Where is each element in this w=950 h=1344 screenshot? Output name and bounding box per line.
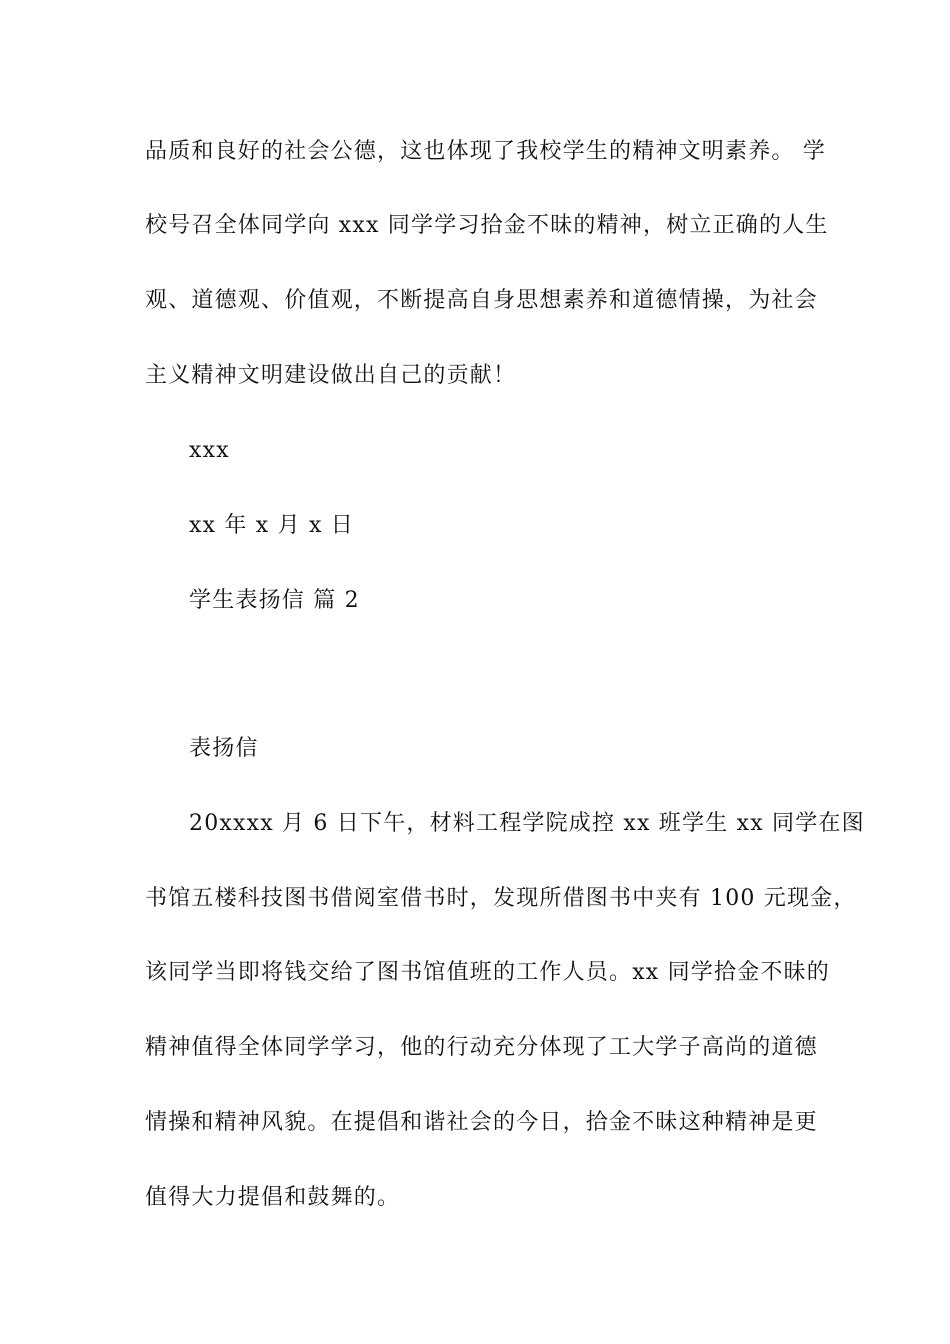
paragraph-line: 情操和精神风貌。在提倡和谐社会的今日，拾金不昧这种精神是更: [145, 1110, 818, 1135]
date: xx 年 x 月 x 日: [189, 513, 354, 538]
paragraph-line: 该同学当即将钱交给了图书馆值班的工作人员。xx 同学拾金不昧的: [145, 960, 831, 985]
paragraph-line: 20xxxx 月 6 日下午，材料工程学院成控 xx 班学生 xx 同学在图: [189, 811, 865, 836]
paragraph-line: 主义精神文明建设做出自己的贡献！: [145, 363, 517, 388]
paragraph-line: 观、道德观、价值观，不断提高自身思想素养和道德情操，为社会: [145, 288, 818, 313]
letter-title: 表扬信: [189, 736, 259, 761]
section-heading: 学生表扬信 篇 2: [189, 588, 360, 613]
paragraph-line: 书馆五楼科技图书借阅室借书时，发现所借图书中夹有 100 元现金，: [145, 886, 857, 911]
paragraph-line: 值得大力提倡和鼓舞的。: [145, 1185, 401, 1210]
paragraph-line: 品质和良好的社会公德，这也体现了我校学生的精神文明素养。 学: [145, 139, 826, 164]
signature: xxx: [189, 438, 230, 463]
paragraph-line: 精神值得全体同学学习，他的行动充分体现了工大学子高尚的道德: [145, 1035, 818, 1060]
paragraph-line: 校号召全体同学向 xxx 同学学习拾金不昧的精神，树立正确的人生: [145, 213, 829, 238]
